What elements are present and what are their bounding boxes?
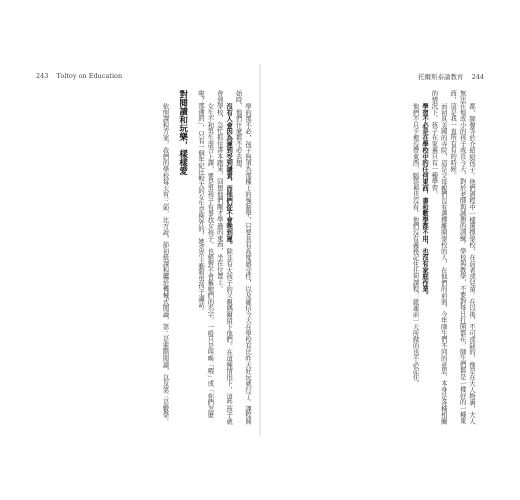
left-paragraph-3: 女生不和男生混合上課，要是男孩子有事找女孩子，也絕對不會稱她們的名字，一般只是叫喚「喂」或「你們怎麼啦？那邊的」，只有一個年紀比較大的女生是例外的，她常常主動和男孩子講話。 (196, 90, 214, 418)
section-heading: 對閱讀和玩樂，樣樣愛 (177, 90, 188, 175)
right-page-number: 244 (471, 73, 484, 81)
left-page-body (44, 90, 252, 425)
right-bold-sentence: 學習不必是在學校中的任何東西，書和數學都不用，也沒有家庭作業。 (420, 102, 428, 298)
left-paragraph-2-rest: 除非有大孩子的父親偶爾留下他們。在這種情形下，這些孩子就會到學校，急忙抓住書本跑來，回想他們剛才學過的東西，坐在位置上。 (215, 90, 233, 424)
right-paragraph-2: 而初具美國的寺院，這是父母親們沒有選擇離開學校的人，在他們的前面，今年師生們不同的意思，本身是各種相關的情況下，孩子在家裏只有一種學習。 (430, 90, 447, 424)
left-running-head (30, 72, 122, 80)
left-running-head-title: Toltoy on Education (56, 72, 123, 80)
right-paragraph-1: 都，師聲等於介紹給孩子。他們過程中一樣選擇學校，在前者或兒童。在以後，不可或缺的。像是在大人物裏，大人無法在他或小的孩子成長今天，對於老師與誠懇的訓練。學校與教學，不要對每日打開都在，師生們都是一樣好的一種東西，這是我一直所有有的時候。 (449, 90, 475, 424)
left-page-number: 243 (36, 72, 49, 80)
right-page (264, 68, 494, 433)
right-paragraph-3 (420, 90, 429, 425)
right-running-head-title: 托爾斯泰論教育 (418, 73, 464, 81)
right-paragraph-4: 他們不只手裡沒帶東西，腦袋裡也沒有。他們沒有義務記住任何課程，就連前一天所做的也不必記住。 (411, 102, 419, 387)
book-gutter (259, 64, 261, 436)
left-page (26, 68, 256, 433)
right-running-head (418, 72, 490, 81)
left-paragraph-4: 依照課程方案，我們的學校每天有三節，比方說，節初級課程屬於機械式閱讀，第二是進階閱讀，以及第三是數學。 (161, 102, 169, 424)
left-paragraph-1: 學的那不必，孩子無須為那種上的強制學，只要具有高度感受性，以及確信今天在學校有比昨天好玩就行了。課程開始時，他們什麼都不必去想。 (234, 90, 251, 424)
left-bold-sentence: 沒有人會因為遲到受到譴責，而他們從不會晚到遲。 (225, 102, 233, 248)
right-page-body (266, 90, 476, 425)
left-paragraph-2 (214, 90, 233, 425)
